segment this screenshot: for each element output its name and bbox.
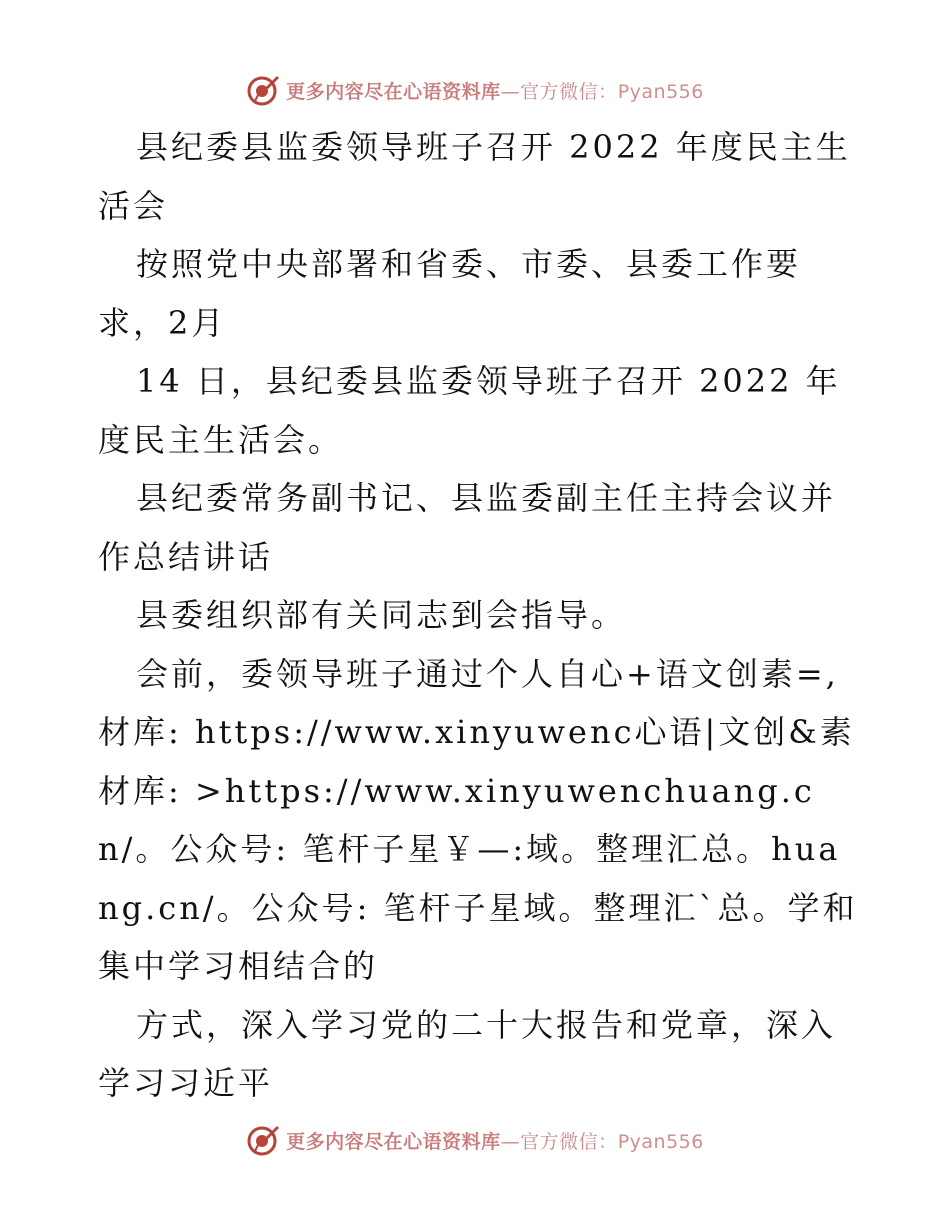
banner-separator: —	[500, 1130, 521, 1153]
footer-banner-content	[246, 1123, 704, 1157]
footer-banner-text	[286, 1127, 704, 1154]
banner-separator: —	[500, 80, 521, 103]
body-paragraph: 方式，深入学习党的二十大报告和党章，深入学习习近平	[98, 1005, 837, 1102]
footer-banner	[0, 1120, 950, 1160]
banner-lead-text: 更多内容尽在心语资料库	[286, 80, 501, 103]
header-banner	[0, 70, 950, 110]
body-paragraph: 14 日，县纪委县监委领导班子召开 2022 年度民主生活会。	[98, 362, 841, 459]
banner-account-id: Pyan556	[617, 1130, 704, 1153]
quill-seal-icon	[246, 1123, 280, 1157]
quill-seal-icon	[246, 73, 280, 107]
document-title-paragraph: 县纪委县监委领导班子召开 2022 年度民主生活会	[98, 128, 851, 225]
body-paragraph: 县委组织部有关同志到会指导。	[136, 596, 627, 634]
header-banner-content	[246, 73, 704, 107]
banner-account-id: Pyan556	[617, 80, 704, 103]
document-body	[98, 118, 858, 1113]
banner-channel-text: 官方微信：	[520, 1130, 618, 1153]
body-paragraph: 按照党中央部署和省委、市委、县委工作要求，2月	[98, 245, 802, 342]
banner-channel-text: 官方微信：	[520, 80, 618, 103]
banner-lead-text: 更多内容尽在心语资料库	[286, 1130, 501, 1153]
header-banner-text	[286, 77, 704, 104]
body-paragraph: 县纪委常务副书记、县监委副主任主持会议并作总结讲话	[98, 479, 837, 576]
body-paragraph: 会前，委领导班子通过个人自心+语文创素=,材库: https://www.xinyuwenc心语|文创&素材库: >https://www.xinyuwenchuang.cn/。公众号: 笔杆子星￥—:域。整理汇总。huang.cn/。公众号: 笔杆子星域。整理汇`总。学和集中学习相结合的	[98, 654, 858, 985]
